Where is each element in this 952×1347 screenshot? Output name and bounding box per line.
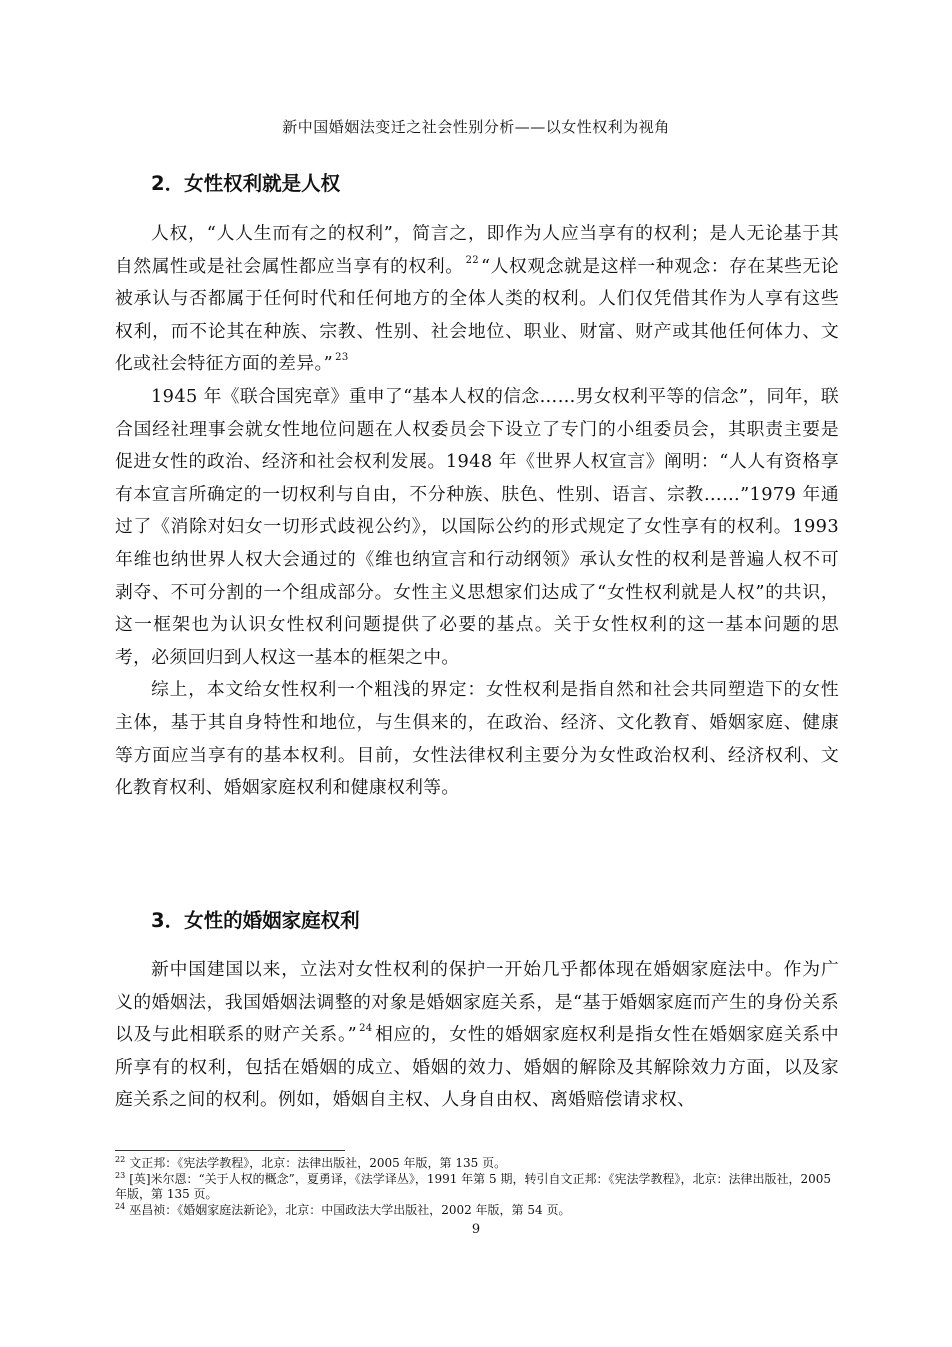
section-heading-3: 3．女性的婚姻家庭权利	[151, 909, 360, 932]
footnote-number: 23	[115, 1170, 126, 1180]
footnote	[115, 1172, 839, 1203]
running-header: 新中国婚姻法变迁之社会性别分析——以女性权利为视角	[282, 118, 670, 136]
footnote-number: 24	[115, 1201, 126, 1211]
footnotes	[115, 1156, 839, 1218]
paragraph-text: 相应的，女性的婚姻家庭权利是指女性在婚姻家庭关系中所享有的权利，包括在婚姻的成立、婚姻的效力、婚姻的解除及其解除效力方面，以及家庭关系之间的权利。例如，婚姻自主权、人身自由权、离婚赔偿请求权、	[115, 1024, 839, 1111]
paragraph	[115, 954, 839, 1117]
footnote-text: [英]米尔恩：“关于人权的概念”，夏勇译，《法学译丛》，1991 年第 5 期，转引自文正邦：《宪法学教程》，北京：法律出版社，2005 年版，第 135 页。	[115, 1171, 831, 1201]
paragraph	[115, 218, 839, 381]
section-heading-2: 2．女性权利就是人权	[151, 172, 341, 195]
footnote-text: 巫昌祯：《婚姻家庭法新论》，北京：中国政法大学出版社，2002 年版，第 54 页。	[129, 1202, 571, 1217]
paragraph-text: “人权观念就是这样一种观念：存在某些无论被承认与否都属于任何时代和任何地方的全体人类的权利。人们仅凭借其作为人享有这些权利，而不论其在种族、宗教、性别、社会地位、职业、财富、财产或其他任何体力、文化或社会特征方面的差异。”	[115, 255, 839, 375]
footnote-ref: 24	[359, 1023, 373, 1035]
footnote-text: 文正邦：《宪法学教程》，北京：法律出版社，2005 年版，第 135 页。	[129, 1156, 507, 1170]
footnote-number: 22	[115, 1155, 126, 1164]
footnote-ref: 22	[465, 254, 479, 266]
paragraph: 综上，本文给女性权利一个粗浅的界定：女性权利是指自然和社会共同塑造下的女性主体，基于其自身特性和地位，与生俱来的，在政治、经济、文化教育、婚姻家庭、健康等方面应当享有的基本权利。目前，女性法律权利主要分为女性政治权利、经济权利、文化教育权利、婚姻家庭权利和健康权利等。	[115, 679, 839, 799]
footnote	[115, 1203, 839, 1219]
paragraph-text: 新中国建国以来，立法对女性权利的保护一开始几乎都体现在婚姻家庭法中。作为广义的婚姻法，我国婚姻法调整的对象是婚姻家庭关系，是“基于婚姻家庭而产生的身份关系以及与此相联系的财产关系。”	[115, 959, 839, 1046]
page-number: 9	[471, 1222, 481, 1237]
footnote	[115, 1156, 839, 1172]
paragraph: 1945 年《联合国宪章》重申了“基本人权的信念……男女权利平等的信念”，同年，联合国经社理事会就女性地位问题在人权委员会下设立了专门的小组委员会，其职责主要是促进女性的政治、经济和社会权利发展。1948 年《世界人权宣言》阐明：“人人有资格享有本宣言所确定的一切权利与自由，不分种族、肤色、性别、语言、宗教……”1979 年通过了《消除对妇女一切形式歧视公约》，以国际公约的形式规定了女性享有的权利。1993 年维也纳世界人权大会通过的《维也纳宣言和行动纲领》承认女性的权利是普遍人权不可剥夺、不可分割的一个组成部分。女性主义思想家们达成了“女性权利就是人权”的共识，这一框架也为认识女性权利问题提供了必要的基点。关于女性权利的这一基本问题的思考，必须回归到人权这一基本的框架之中。	[115, 385, 839, 668]
footnote-divider	[115, 1150, 345, 1151]
footnote-ref: 23	[335, 352, 349, 364]
section-3-body	[115, 954, 839, 1117]
paragraph-text: 人权，“人人生而有之的权利”，简言之，即作为人应当享有的权利；是人无论基于其自然属性或是社会属性都应当享有的权利。	[115, 223, 839, 277]
section-2-body	[115, 218, 839, 805]
